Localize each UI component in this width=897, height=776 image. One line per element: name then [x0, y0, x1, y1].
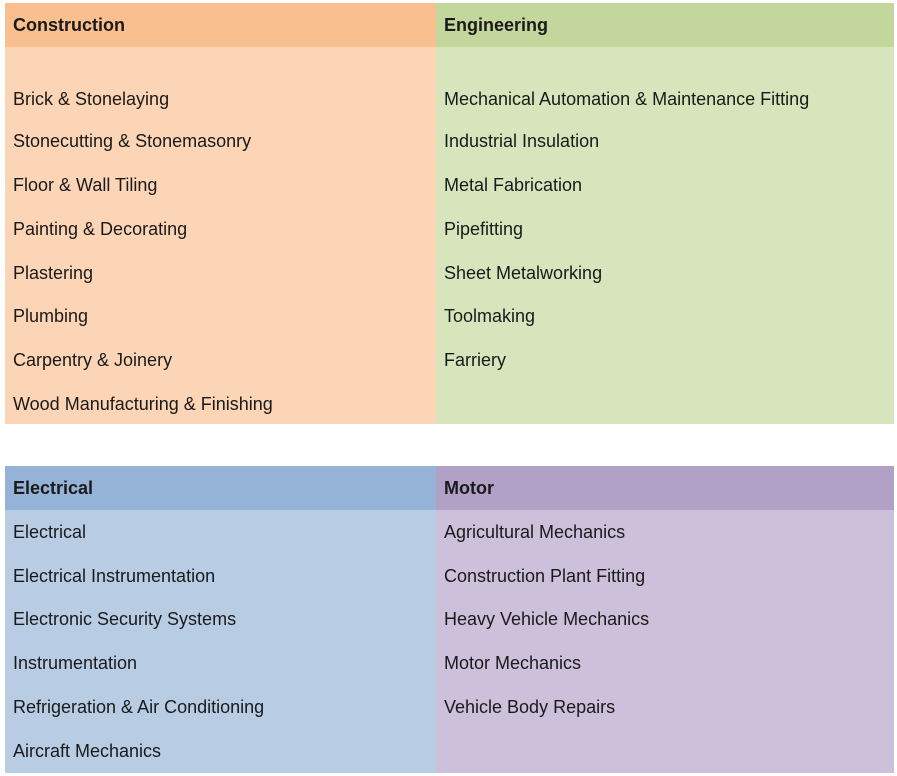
list-item: Construction Plant Fitting: [444, 566, 646, 586]
list-item: Metal Fabrication: [444, 175, 583, 195]
list-item: Vehicle Body Repairs: [444, 697, 616, 717]
list-item: Electrical: [13, 522, 87, 542]
list-item: Wood Manufacturing & Finishing: [13, 394, 273, 414]
list-item: Instrumentation: [13, 653, 138, 673]
list-item: Pipefitting: [444, 219, 524, 239]
motor-list: [436, 510, 894, 773]
electrical-header: Electrical: [5, 466, 436, 510]
electrical-column: [5, 466, 436, 773]
motor-header: Motor: [436, 466, 894, 510]
trade-table-top: [5, 3, 894, 424]
list-item: Mechanical Automation & Maintenance Fitting: [444, 89, 810, 109]
list-item: Heavy Vehicle Mechanics: [444, 609, 650, 629]
list-item: Electronic Security Systems: [13, 609, 237, 629]
list-item: Floor & Wall Tiling: [13, 175, 158, 195]
list-item: Plumbing: [13, 306, 89, 326]
list-item: Motor Mechanics: [444, 653, 582, 673]
list-item: Toolmaking: [444, 306, 536, 326]
list-item: Carpentry & Joinery: [13, 350, 173, 370]
engineering-list: [436, 47, 894, 424]
electrical-list: [5, 510, 436, 773]
list-item: Industrial Insulation: [444, 131, 600, 151]
list-item: Electrical Instrumentation: [13, 566, 216, 586]
list-item: Agricultural Mechanics: [444, 522, 626, 542]
list-item: Refrigeration & Air Conditioning: [13, 697, 265, 717]
trade-table-bottom: [5, 466, 894, 773]
engineering-header: Engineering: [436, 3, 894, 47]
list-item: Sheet Metalworking: [444, 263, 603, 283]
motor-column: [436, 466, 894, 773]
list-item: Farriery: [444, 350, 506, 370]
construction-header: Construction: [5, 3, 436, 47]
list-item: Brick & Stonelaying: [13, 89, 170, 109]
list-item: Stonecutting & Stonemasonry: [13, 131, 252, 151]
list-item: Plastering: [13, 263, 94, 283]
construction-list: [5, 47, 436, 424]
list-item: Painting & Decorating: [13, 219, 188, 239]
engineering-column: [436, 3, 894, 424]
construction-column: [5, 3, 436, 424]
list-item: Aircraft Mechanics: [13, 741, 162, 761]
